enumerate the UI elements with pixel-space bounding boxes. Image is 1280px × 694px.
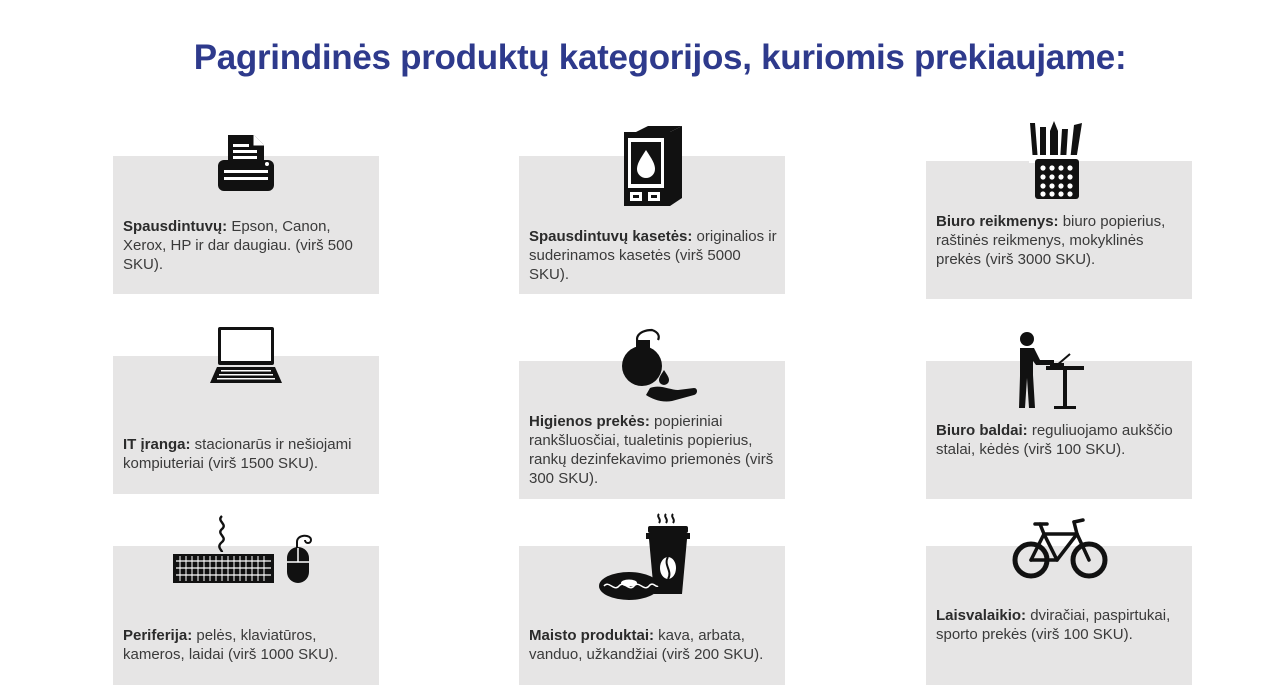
category-description <box>123 217 371 274</box>
category-details: biuro popierius, raštinės reikmenys, mokyklinės prekės (virš 3000 SKU). <box>936 213 1166 268</box>
category-description <box>529 626 777 664</box>
ink-cartridge-icon <box>622 126 684 208</box>
category-name: Maisto produktai: <box>529 627 655 644</box>
category-details: pelės, klaviatūros, kameros, laidai (virš 1000 SKU). <box>123 627 339 663</box>
category-details: originalios ir suderinamos kasetės (virš 5000 SKU). <box>529 228 777 283</box>
category-name: Higienos prekės: <box>529 413 650 430</box>
pencil-cup-icon <box>1026 121 1086 201</box>
category-description <box>529 412 777 488</box>
category-description <box>123 435 371 473</box>
category-details: popieriniai rankšluosčiai, tualetinis popierius, rankų dezinfekavimo priemonės (virš 300 SKU). <box>529 413 774 487</box>
category-description <box>936 421 1184 459</box>
category-name: Spausdintuvų: <box>123 218 228 235</box>
category-name: Biuro reikmenys: <box>936 213 1059 230</box>
category-description <box>123 626 371 664</box>
category-details: kava, arbata, vanduo, užkandžiai (virš 200 SKU). <box>529 627 764 663</box>
category-name: Laisvalaikio: <box>936 607 1027 624</box>
page-title: Pagrindinės produktų kategorijos, kuriomis prekiaujame: <box>193 38 1127 77</box>
hand-soap-icon <box>620 328 698 404</box>
category-name: Periferija: <box>123 627 193 644</box>
category-details: reguliuojamo aukščio stalai, kėdės (virš 100 SKU). <box>936 422 1173 458</box>
category-description <box>529 227 777 284</box>
category-name: IT įranga: <box>123 436 191 453</box>
printer-icon <box>216 133 276 193</box>
coffee-donut-icon <box>598 512 692 602</box>
bicycle-icon <box>1011 516 1109 582</box>
category-name: Spausdintuvų kasetės: <box>529 228 693 245</box>
keyboard-mouse-icon <box>172 514 320 588</box>
category-details: Epson, Canon, Xerox, HP ir dar daugiau. (virš 500 SKU). <box>123 218 353 273</box>
category-description <box>936 606 1184 644</box>
category-description <box>936 212 1184 269</box>
laptop-icon <box>209 327 283 385</box>
category-name: Biuro baldai: <box>936 422 1028 439</box>
category-details: stacionarūs ir nešiojami kompiuteriai (virš 1500 SKU). <box>123 436 352 472</box>
category-details: dviračiai, paspirtukai, sporto prekės (virš 100 SKU). <box>936 607 1171 643</box>
standing-desk-icon <box>1016 330 1088 410</box>
